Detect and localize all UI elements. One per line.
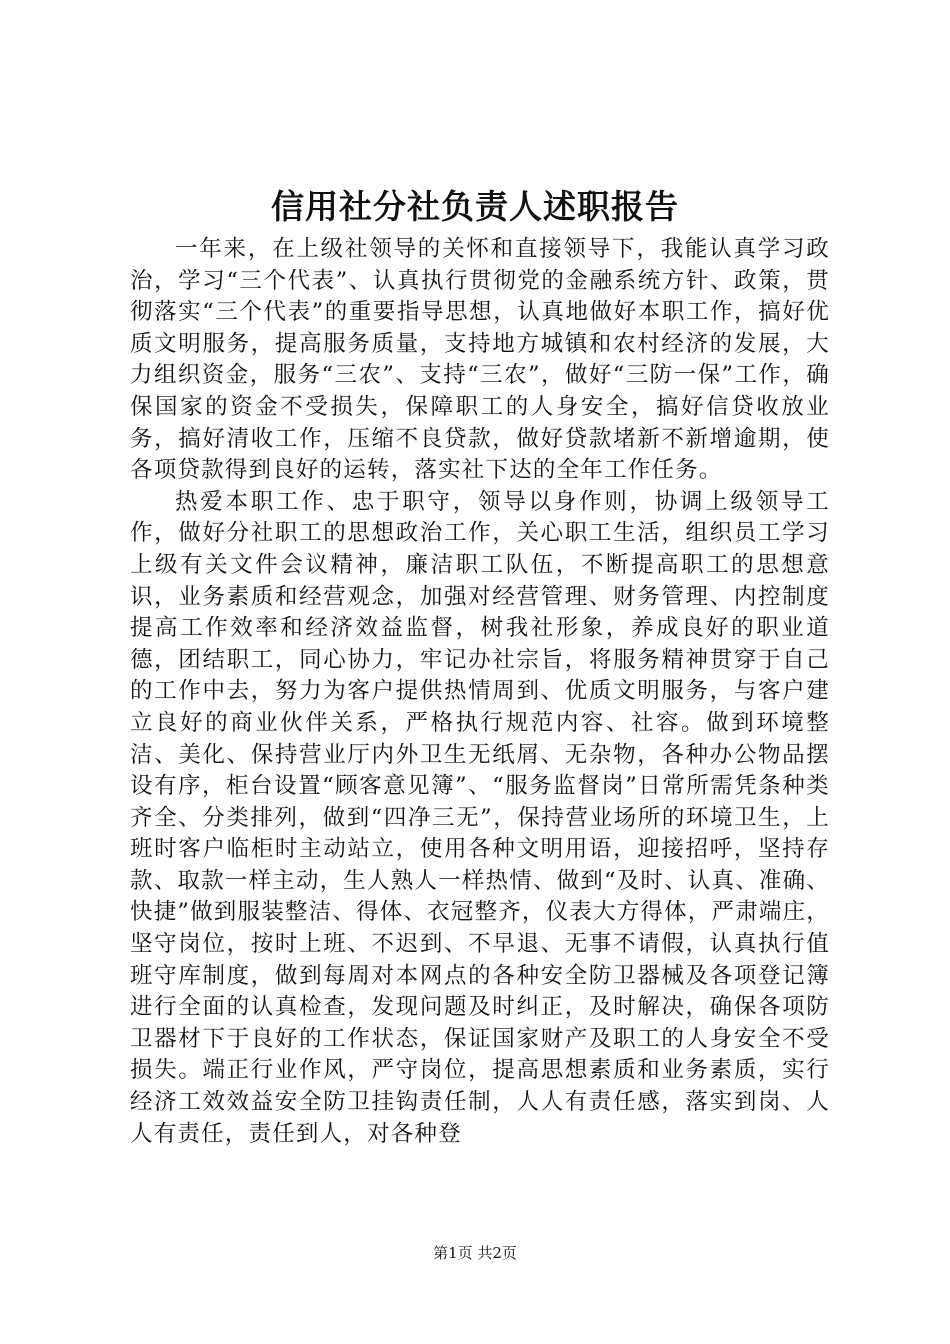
paragraph-2: 热爱本职工作、忠于职守，领导以身作则，协调上级领导工作，做好分社职工的思想政治工作，关心职工生活，组织员工学习上级有关文件会议精神，廉洁职工队伍，不断提高职工的思想意识，业务素质和经营观念，加强对经营管理、财务管理、内控制度提高工作效率和经济效益监督，树我社形象，养成良好的职业道德，团结职工，同心协力，牢记办社宗旨，将服务精神贯穿于自己的工作中去，努力为客户提供热情周到、优质文明服务，与客户建立良好的商业伙伴关系，严格执行规范内容、社容。做到环境整洁、美化、保持营业厅内外卫生无纸屑、无杂物，各种办公物品摆设有序，柜台设置“顾客意见簿”、“服务监督岗”日常所需凭条种类齐全、分类排列，做到“四净三无”，保持营业场所的环境卫生，上班时客户临柜时主动站立，使用各种文明用语，迎接招呼，坚持存款、取款一样主动，生人熟人一样热情、做到“及时、认真、准确、快捷”做到服装整洁、得体、衣冠整齐，仪表大方得体，严肃端庄，坚守岗位，按时上班、不迟到、不早退、无事不请假，认真执行值班守库制度，做到每周对本网点的各种安全防卫器械及各项登记簿进行全面的认真检查，发现问题及时纠正，及时解决，确保各项防卫器材下于良好的工作状态，保证国家财产及职工的人身安全不受损失。端正行业作风，严守岗位，提高思想素质和业务素质，实行经济工效效益安全防卫挂钩责任制，人人有责任感，落实到岗、人人有责任，责任到人，对各种登 [130, 488, 831, 1147]
paragraph-1: 一年来，在上级社领导的关怀和直接领导下，我能认真学习政治，学习“三个代表”、认真执行贯彻党的金融系统方针、政策，贯彻落实“三个代表”的重要指导思想，认真地做好本职工作，搞好优质文明服务，提高服务质量，支持地方城镇和农村经济的发展，大力组织资金，服务“三农”、支持“三农”，做好“三防一保”工作，确保国家的资金不受损失，保障职工的人身安全，搞好信贷收放业务，搞好清收工作，压缩不良贷款，做好贷款堵新不新增逾期，使各项贷款得到良好的运转，落实社下达的全年工作任务。 [130, 236, 830, 484]
document-body [130, 234, 830, 1150]
page-footer: 第1页 共2页 [433, 1244, 517, 1262]
document-title: 信用社分社负责人述职报告 [271, 187, 679, 226]
